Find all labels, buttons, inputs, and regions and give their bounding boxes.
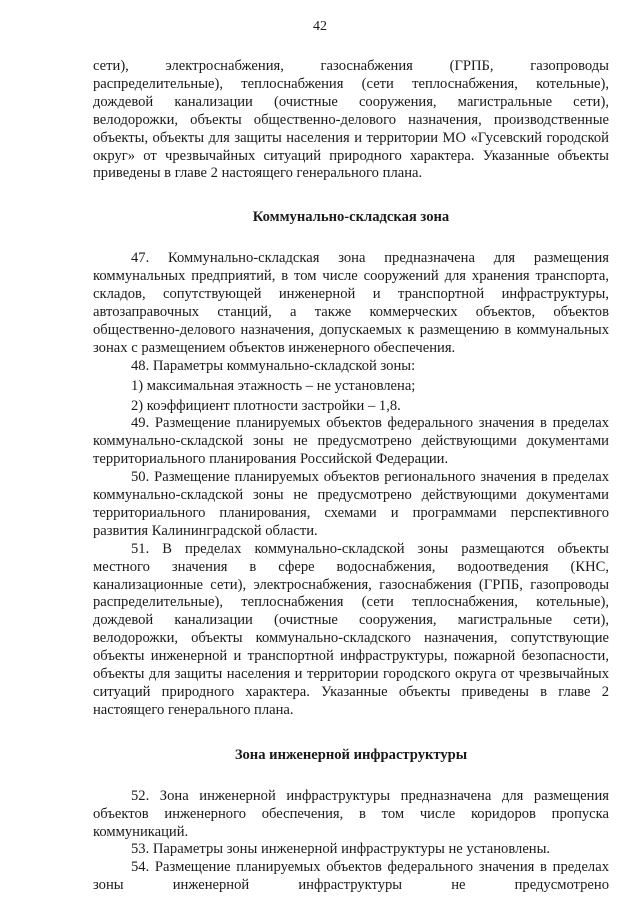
- section-heading-engineering-infrastructure-zone: Зона инженерной инфраструктуры: [234, 746, 468, 763]
- paragraph-48-item-1: 1) максимальная этажность – не установлена;: [131, 377, 416, 394]
- section-heading-communal-storage-zone: Коммунально-складская зона: [252, 209, 450, 226]
- paragraph-48: 48. Параметры коммунально-складской зоны:: [131, 357, 416, 374]
- paragraph-47: 47. Коммунально-складская зона предназначена для размещения коммунальных предприятий, в том числе сооружений для хранения транспорта, складов, сопутствующей инженерной и транспортной инфраструктуры, автозаправочных станций, а также коммерческих объектов, объектов общественно-делового назначения, допускаемых к размещению в коммунальных зонах с размещением объектов инженерного обеспечения.: [93, 250, 609, 356]
- page-number: 42: [313, 19, 327, 34]
- paragraph-54: 54. Размещение планируемых объектов федерального значения в пределах зоны инженерной инфраструктуры не предусмотрено: [93, 859, 609, 894]
- paragraph-continuation: сети), электроснабжения, газоснабжения (ГРПБ, газопроводы распределительные), теплоснабжения (сети теплоснабжения, котельные), дождевой канализации (очистные сооружения, магистральные сети), велодорожки, объекты общественно-делового назначения, производственные объекты, объекты для защиты населения и территории МО «Гусевский городской округ» от чрезвычайных ситуаций природного характера. Указанные объекты приведены в главе 2 настоящего генерального плана.: [93, 58, 609, 182]
- paragraph-52: 52. Зона инженерной инфраструктуры предназначена для размещения объектов инженерного обеспечения, в том числе коридоров пропуска коммуникаций.: [93, 787, 609, 840]
- paragraph-48-item-2: 2) коэффициент плотности застройки – 1,8.: [131, 397, 401, 414]
- paragraph-50: 50. Размещение планируемых объектов регионального значения в пределах коммунально-складской зоны не предусмотрено действующими документами территориального планирования, схемами и программами перспективного развития Калининградской области.: [93, 469, 609, 539]
- paragraph-53: 53. Параметры зоны инженерной инфраструктуры не установлены.: [131, 841, 551, 858]
- page-content: [93, 58, 609, 895]
- paragraph-49: 49. Размещение планируемых объектов федерального значения в пределах коммунально-складской зоны не предусмотрено действующими документами территориального планирования Российской Федерации.: [93, 415, 609, 468]
- paragraph-51: 51. В пределах коммунально-складской зоны размещаются объекты местного значения в сфере водоснабжения, водоотведения (КНС, канализационные сети), электроснабжения, газоснабжения (ГРПБ, газопроводы распределительные), теплоснабжения (сети теплоснабжения, котельные), дождевой канализации (очистные сооружения, магистральные сети), велодорожки, объекты коммунально-складского назначения, сопутствующие объекты инженерной и транспортной инфраструктуры, пожарной безопасности, объекты для защиты населения и территории городского округа от чрезвычайных ситуаций природного характера. Указанные объекты приведены в главе 2 настоящего генерального плана.: [93, 540, 609, 718]
